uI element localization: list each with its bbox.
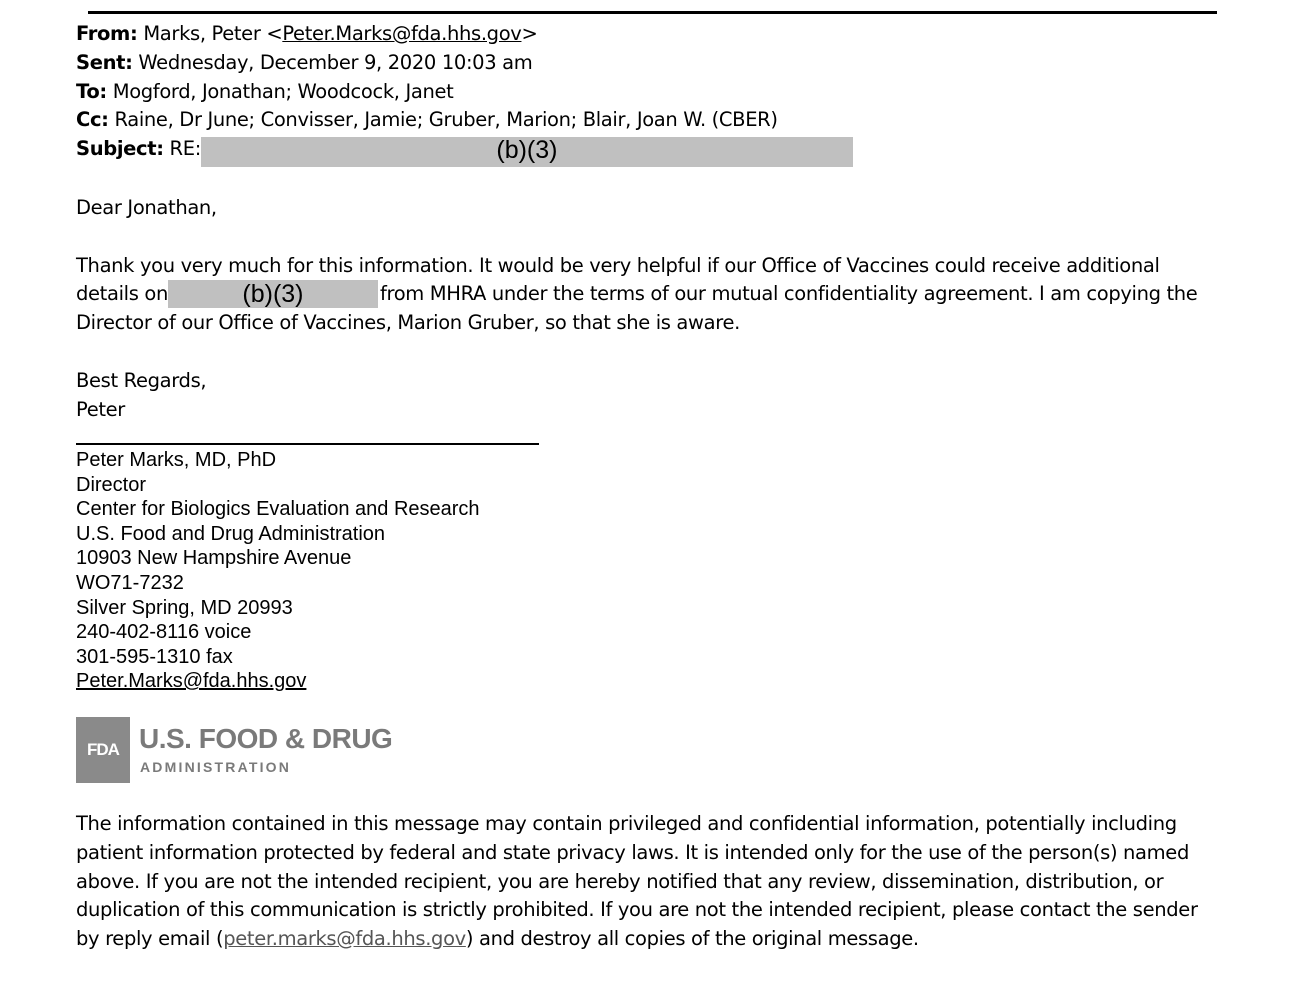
signature-street: 10903 New Hampshire Avenue — [76, 547, 352, 570]
from-close: > — [521, 22, 538, 45]
from-name: Marks, Peter < — [143, 22, 283, 45]
disclaimer-line: above. If you are not the intended recipient, you are hereby notified that any review, dissemination, distribution, or — [76, 869, 1164, 893]
to-value: Mogford, Jonathan; Woodcock, Janet — [112, 79, 454, 103]
signoff: Peter — [76, 397, 125, 421]
body-line-1: Thank you very much for this information. It would be very helpful if our Office of Vaccines could receive additional — [76, 253, 1160, 277]
fda-logo-wordmark: U.S. FOOD & DRUG — [139, 723, 393, 754]
disclaimer-email-link[interactable]: peter.marks@fda.hhs.gov — [223, 927, 466, 951]
subject-prefix: RE: — [169, 137, 201, 161]
to-label: To: — [76, 79, 107, 103]
closing: Best Regards, — [76, 368, 207, 392]
to-line — [76, 78, 1256, 107]
disclaimer-line: duplication of this communication is strictly prohibited. If you are not the intended recipient, please contact the sender — [76, 898, 1198, 922]
signature-center: Center for Biologics Evaluation and Research — [76, 498, 480, 521]
subject-redaction-box: (b)(3) — [201, 137, 853, 167]
cc-line — [76, 106, 1256, 135]
signature-fax: 301-595-1310 fax — [76, 645, 233, 668]
from-email-link[interactable]: Peter.Marks@fda.hhs.gov — [282, 22, 522, 45]
body-line-2 — [76, 280, 1256, 309]
signature-divider — [76, 443, 539, 445]
body-line-2-end: from MHRA under the terms of our mutual confidentiality agreement. I am copying the — [379, 282, 1198, 306]
fda-logo-subtitle: ADMINISTRATION — [140, 759, 292, 775]
sent-line — [76, 49, 1256, 78]
signature-name: Peter Marks, MD, PhD — [76, 449, 277, 471]
signature-voice: 240-402-8116 voice — [76, 621, 252, 644]
top-divider — [88, 11, 1217, 14]
sent-value: Wednesday, December 9, 2020 10:03 am — [138, 50, 533, 74]
from-label: From: — [76, 22, 138, 45]
from-line — [76, 20, 1256, 49]
fda-logo-icon: FDA — [76, 717, 130, 783]
body-redaction-box: (b)(3) — [168, 280, 378, 308]
disclaimer-last-end: ) and destroy all copies of the original message. — [465, 927, 919, 951]
signature-city: Silver Spring, MD 20993 — [76, 596, 293, 619]
signature-block — [76, 448, 480, 694]
signature-email-link[interactable]: Peter.Marks@fda.hhs.gov — [76, 670, 307, 693]
signature-agency: U.S. Food and Drug Administration — [76, 522, 386, 545]
signature-title: Director — [76, 473, 147, 496]
signature-room: WO71-7232 — [76, 571, 184, 594]
subject-label: Subject: — [76, 137, 164, 161]
body-line-3: Director of our Office of Vaccines, Marion Gruber, so that she is aware. — [76, 311, 740, 335]
greeting: Dear Jonathan, — [76, 195, 217, 219]
disclaimer-last-start: by reply email ( — [76, 927, 224, 951]
disclaimer-line — [76, 925, 1236, 954]
disclaimer-line: The information contained in this message may contain privileged and confidential information, potentially including — [76, 812, 1177, 835]
subject-line — [76, 135, 1256, 165]
confidentiality-disclaimer — [76, 810, 1236, 954]
body-line-2-start: details on — [76, 282, 168, 306]
sent-label: Sent: — [76, 50, 133, 74]
disclaimer-line: patient information protected by federal and state privacy laws. It is intended only for the use of the person(s) named — [76, 840, 1189, 864]
cc-value: Raine, Dr June; Convisser, Jamie; Gruber, Marion; Blair, Joan W. (CBER) — [114, 108, 778, 132]
email-message — [76, 20, 1256, 424]
cc-label: Cc: — [76, 108, 109, 132]
